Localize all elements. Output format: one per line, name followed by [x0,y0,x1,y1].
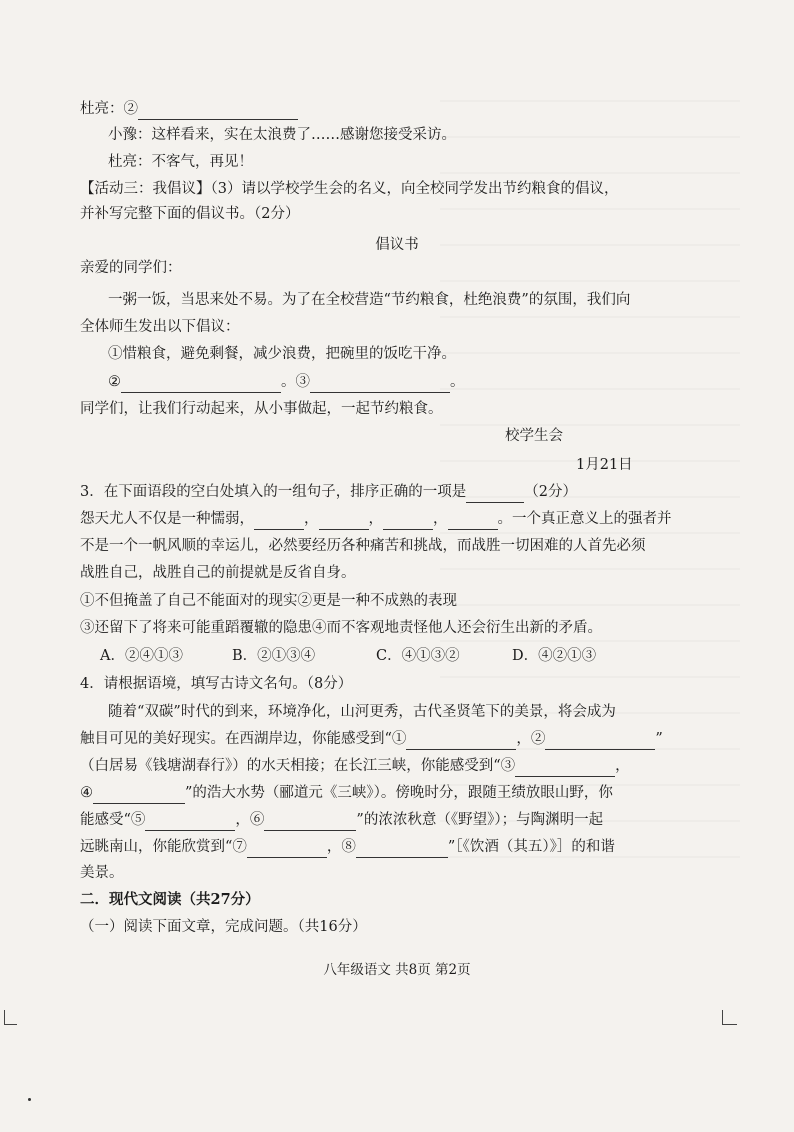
answer-blank[interactable] [138,103,298,120]
q4-line-7: 美景。 [80,865,124,881]
q3-passage-2: 不是一个一帆风顺的幸运儿，必然要经历各种痛苦和挑战，而战胜一切困难的人首先必须 [80,538,646,554]
proposal-signature: 校学生会 [505,428,563,444]
q3-choice-c[interactable]: C．④①③② [376,648,460,664]
q3-passage-3: 战胜自己，战胜自己的前提就是反省自身。 [80,565,356,581]
dialogue-line-1: 杜亮：② [80,98,730,120]
answer-blank[interactable] [310,376,450,393]
q4-line-3: （白居易《钱塘湖春行》）的水天相接；在长江三峡，你能感受到“③ ， [80,755,730,777]
proposal-date: 1月21日 [576,457,633,473]
proposal-para-2: 全体师生发出以下倡议： [80,319,240,335]
answer-blank[interactable] [264,814,356,831]
q3-options-2: ③还留下了将来可能重蹈覆辙的隐患④而不客观地责怪他人还会衍生出新的矛盾。 [80,620,602,636]
q3-stem: 3．在下面语段的空白处填入的一组句子，排序正确的一项是 （2分） [80,481,730,503]
q3-choice-b[interactable]: B．②①③④ [232,648,316,664]
crop-mark-right [722,1010,737,1025]
q3-passage-1: 怨天尤人不仅是一种懦弱， ， ， ， 。一个真正意义上的强者并 [80,508,730,530]
q4-stem: 4．请根据语境，填写古诗文名句。（8分） [80,676,353,692]
dialogue-line-2: 小豫：这样看来，实在太浪费了……感谢您接受采访。 [108,127,456,143]
answer-blank[interactable] [466,486,524,503]
q4-line-1: 随着“双碳”时代的到来，环境净化，山河更秀，古代圣贤笔下的美景，将会成为 [108,704,616,720]
answer-blank[interactable] [545,733,655,750]
answer-blank[interactable] [356,841,448,858]
answer-blank[interactable] [254,513,304,530]
answer-blank[interactable] [247,841,327,858]
answer-blank[interactable] [145,814,235,831]
answer-blank[interactable] [448,513,498,530]
crop-mark-left [4,1010,17,1025]
q3-options-1: ①不但掩盖了自己不能面对的现实②更是一种不成熟的表现 [80,593,457,609]
q4-line-4: ④ ”的浩大水势（郦道元《三峡》）。傍晚时分，跟随王绩放眼山野，你 [80,782,730,804]
proposal-item-2: ② 。③ 。 [108,371,758,393]
proposal-title: 倡议书 [375,237,419,253]
proposal-greeting: 亲爱的同学们： [80,260,182,276]
q3-choice-d[interactable]: D．④②①③ [512,648,597,664]
q4-line-2: 触目可见的美好现实。在西湖岸边，你能感受到“① ，② ” [80,728,730,750]
proposal-item-1: ①惜粮食，避免剩餐，减少浪费，把碗里的饭吃干净。 [108,346,456,362]
q4-line-5: 能感受“⑤ ，⑥ ”的浓浓秋意（《野望》）；与陶渊明一起 [80,809,730,831]
answer-blank[interactable] [319,513,369,530]
q4-line-6: 远眺南山，你能欣赏到“⑦ ，⑧ ”［《饮酒（其五）》］的和谐 [80,836,730,858]
scan-dot [28,1098,31,1101]
activity3-instruction-cont: 并补写完整下面的倡议书。（2分） [80,206,300,222]
proposal-para-1: 一粥一饭，当思来处不易。为了在全校营造“节约粮食，杜绝浪费”的氛围，我们向 [108,292,631,308]
proposal-closing: 同学们，让我们行动起来，从小事做起，一起节约粮食。 [80,401,443,417]
page-footer: 八年级语文 共8页 第2页 [323,962,471,978]
section2-title: 二．现代文阅读（共27分） [80,891,260,908]
answer-blank[interactable] [383,513,433,530]
dialogue-line-3: 杜亮：不客气，再见！ [108,154,253,170]
answer-blank[interactable] [93,787,185,804]
answer-blank[interactable] [406,733,516,750]
answer-blank[interactable] [121,376,281,393]
q3-choice-a[interactable]: A．②④①③ [100,648,183,664]
section2-subtitle: （一）阅读下面文章，完成问题。（共16分） [80,919,367,935]
activity3-instruction: 【活动三：我倡议】（3）请以学校学生会的名义，向全校同学发出节约粮食的倡议， [80,181,619,197]
answer-blank[interactable] [515,760,615,777]
